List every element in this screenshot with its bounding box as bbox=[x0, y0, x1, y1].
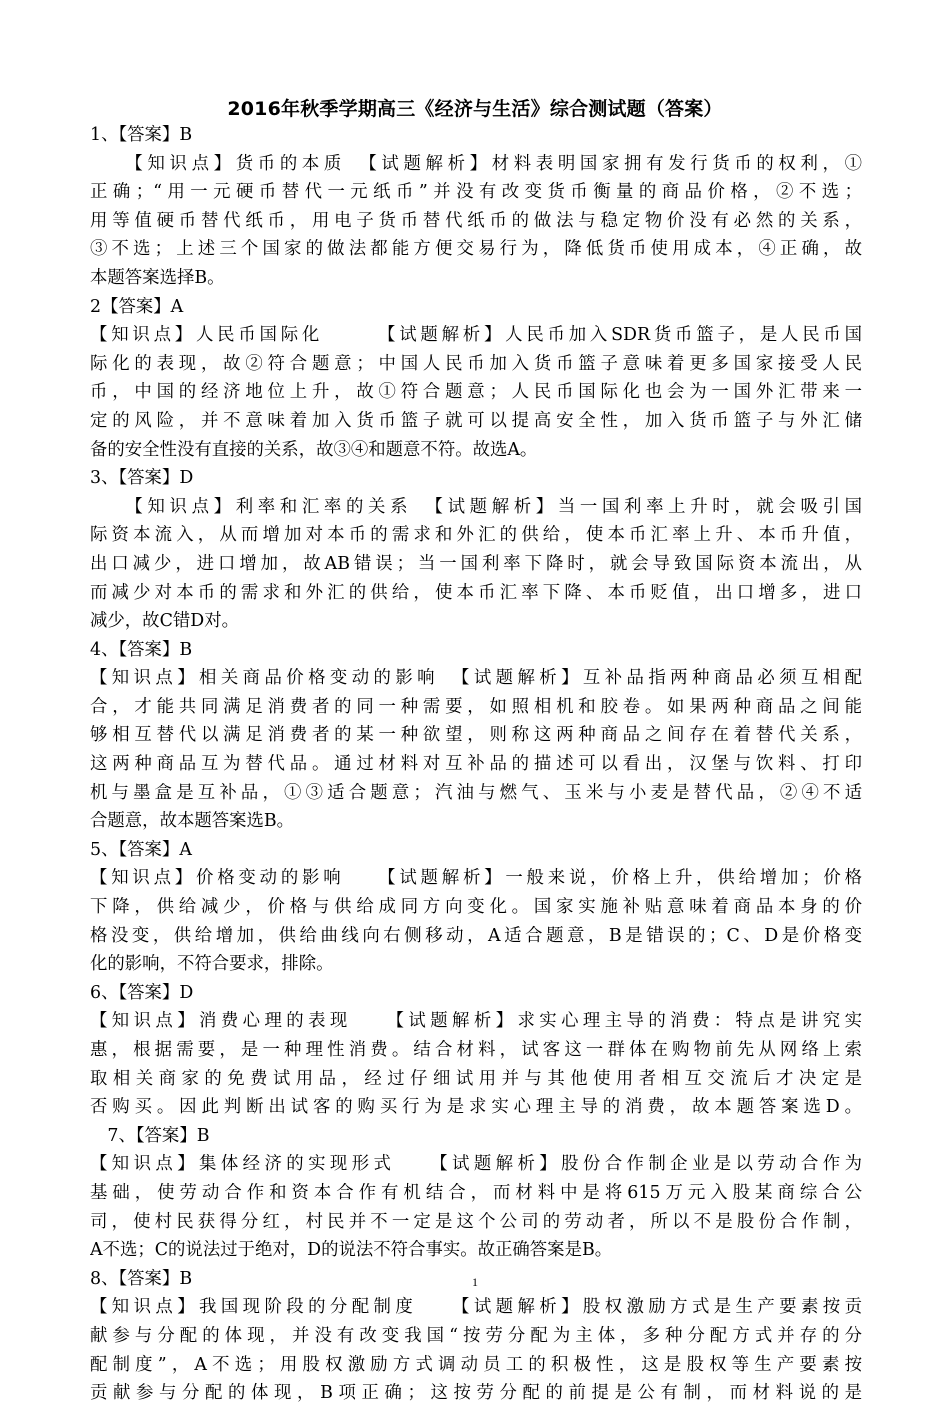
text-line: ③不选；上述三个国家的做法都能方便交易行为，降低货币使用成本，④正确，故 bbox=[90, 239, 862, 260]
text-line: 惠，根据需要，是一种理性消费。结合材料，试客这一群体在购物前先从网络上索 bbox=[90, 1040, 862, 1060]
text-line: 正确；“用一元硬币替代一元纸币”并没有改变货币衡量的商品价格，②不选； bbox=[90, 182, 862, 203]
text-line: 【知识点】利率和汇率的关系 【试题解析】当一国利率上升时，就会吸引国 bbox=[90, 496, 862, 517]
text-line: 配制度”，A不选；用股权激励方式调动员工的积极性，这是股权等生产要素按 bbox=[90, 1354, 862, 1375]
text-line: 7、【答案】B bbox=[90, 1125, 210, 1146]
text-line: 出口减少，进口增加，故AB错误；当一国利率下降时，就会导致国际资本流出，从 bbox=[90, 553, 862, 574]
text-line: 而减少对本币的需求和外汇的供给，使本币汇率下降、本币贬值，出口增多，进口 bbox=[90, 582, 862, 603]
text-line: 5、【答案】A bbox=[90, 839, 192, 860]
text-line: 【知识点】价格变动的影响 【试题解析】一般来说，价格上升，供给增加；价格 bbox=[90, 868, 862, 889]
text-line: 取相关商家的免费试用品，经过仔细试用并与其他使用者相互交流后才决定是 bbox=[90, 1068, 862, 1089]
text-line: 用等值硬币替代纸币，用电子货币替代纸币的做法与稳定物价没有必然的关系， bbox=[90, 210, 862, 231]
text-line: 合，才能共同满足消费者的同一种需要，如照相机和胶卷。如果两种商品之间能 bbox=[90, 696, 862, 717]
text-line: 8、【答案】B bbox=[90, 1268, 193, 1289]
text-line: 备的安全性没有直接的关系，故③④和题意不符。故选A。 bbox=[90, 439, 538, 460]
page-number: 1 bbox=[472, 1275, 478, 1289]
text-line: 这两种商品互为替代品。通过材料对互补品的描述可以看出，汉堡与饮料、打印 bbox=[90, 754, 862, 775]
text-line: 够相互替代以满足消费者的某一种欲望，则称这两种商品之间存在着替代关系， bbox=[90, 725, 862, 746]
text-line: 币，中国的经济地位上升，故①符合题意；人民币国际化也会为一国外汇带来一 bbox=[90, 382, 862, 403]
text-line: 【知识点】相关商品价格变动的影响 【试题解析】互补品指两种商品必须互相配 bbox=[90, 668, 862, 689]
text-line: 格没变，供给增加，供给曲线向右侧移动，A适合题意，B是错误的；C、D是价格变 bbox=[90, 925, 862, 946]
text-line: 1、【答案】B bbox=[90, 125, 193, 145]
text-line: 司，使村民获得分红，村民并不一定是这个公司的劳动者，所以不是股份合作制， bbox=[90, 1211, 862, 1232]
text-line: 基础，使劳动合作和资本合作有机结合，而材料中是将615万元入股某商综合公 bbox=[90, 1182, 862, 1203]
document-title: 2016年秋季学期高三《经济与生活》综合测试题（答案） bbox=[227, 98, 723, 120]
text-line: 【知识点】集体经济的实现形式 【试题解析】股份合作制企业是以劳动合作为 bbox=[90, 1154, 862, 1175]
answer-body bbox=[90, 121, 862, 1408]
text-line: 6、【答案】D bbox=[90, 982, 194, 1003]
text-line: 合题意，故本题答案选B。 bbox=[90, 811, 295, 832]
text-line: 定的风险，并不意味着加入货币篮子就可以提高安全性，加入货币篮子与外汇储 bbox=[90, 410, 862, 431]
text-line: 本题答案选择B。 bbox=[90, 267, 225, 288]
text-line: 3、【答案】D bbox=[90, 468, 194, 489]
text-line: 【知识点】消费心理的表现 【试题解析】求实心理主导的消费：特点是讲究实 bbox=[90, 1011, 862, 1032]
text-line: 【知识点】货币的本质 【试题解析】材料表明国家拥有发行货币的权利，① bbox=[90, 153, 862, 174]
text-line: 际资本流入，从而增加对本币的需求和外汇的供给，使本币汇率上升、本币升值， bbox=[90, 525, 862, 546]
text-line: 4、【答案】B bbox=[90, 639, 193, 660]
text-line: A不选；C的说法过于绝对，D的说法不符合事实。故正确答案是B。 bbox=[90, 1240, 613, 1261]
text-line: 际化的表现，故②符合题意；中国人民币加入货币篮子意味着更多国家接受人民 bbox=[90, 353, 862, 374]
text-line: 2【答案】A bbox=[90, 296, 184, 317]
text-line: 机与墨盒是互补品，①③适合题意；汽油与燃气、玉米与小麦是替代品，②④不适 bbox=[90, 782, 862, 803]
text-line: 下降，供给减少，价格与供给成同方向变化。国家实施补贴意味着商品本身的价 bbox=[90, 897, 862, 918]
text-line: 【知识点】人民币国际化 【试题解析】人民币加入SDR货币篮子，是人民币国 bbox=[90, 325, 862, 346]
text-line: 【知识点】我国现阶段的分配制度 【试题解析】股权激励方式是生产要素按贡 bbox=[90, 1297, 862, 1318]
text-line: 化的影响，不符合要求，排除。 bbox=[90, 954, 334, 975]
text-line: 贡献参与分配的体现，B项正确；这按劳分配的前提是公有制，而材料说的是 bbox=[90, 1383, 862, 1404]
text-line: 否购买。因此判断出试客的购买行为是求实心理主导的消费，故本题答案选D。 bbox=[90, 1097, 862, 1118]
text-line: 减少，故C错D对。 bbox=[90, 611, 239, 632]
text-line: 献参与分配的体现，并没有改变我国“按劳分配为主体，多种分配方式并存的分 bbox=[90, 1325, 862, 1346]
